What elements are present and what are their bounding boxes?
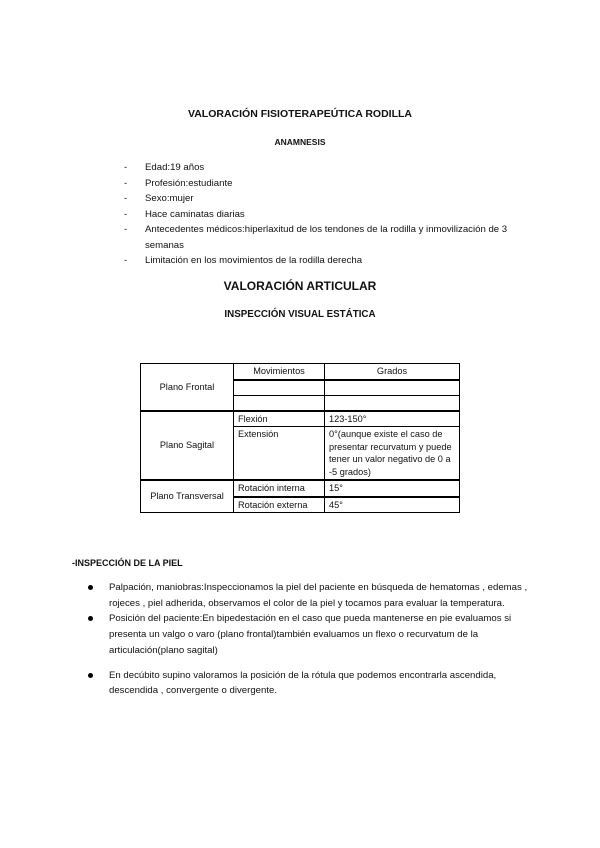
table-header-row bbox=[141, 364, 460, 380]
list-item: - Edad:19 años bbox=[124, 160, 534, 176]
section-anamnesis-heading: ANAMNESIS bbox=[274, 137, 326, 147]
dash-marker: - bbox=[124, 162, 128, 173]
degrees-cell: 123-150° bbox=[325, 411, 460, 427]
anamnesis-list bbox=[124, 160, 534, 269]
list-item: - Hace caminatas diarias bbox=[124, 207, 534, 223]
list-item: - Limitación en los movimientos de la rodilla derecha bbox=[124, 253, 534, 269]
table-row bbox=[141, 411, 460, 427]
list-item: Palpación, maniobras:Inspeccionamos la piel del paciente en búsqueda de hematomas , edemas , rojeces , piel adherida, observamos el color de la piel y tocamos para evaluar la temperatura. bbox=[88, 580, 528, 611]
list-item: En decúbito supino valoramos la posición de la rótula que podemos encontrarla ascendida, descendida , convergente o divergente. bbox=[88, 668, 528, 699]
section-inspeccion-heading: INSPECCIÓN VISUAL ESTÁTICA bbox=[224, 309, 376, 320]
list-item: - Profesión:estudiante bbox=[124, 176, 534, 192]
dash-marker: - bbox=[124, 193, 128, 204]
piel-bullet-list bbox=[88, 580, 528, 699]
header-grados: Grados bbox=[325, 364, 460, 380]
header-movimientos: Movimientos bbox=[234, 364, 325, 380]
dash-marker: - bbox=[124, 255, 128, 266]
list-item: - Antecedentes médicos:hiperlaxitud de los tendones de la rodilla y inmovilización de 3 semanas bbox=[124, 224, 508, 251]
bullet-icon bbox=[88, 616, 93, 621]
degrees-cell: 0°(aunque existe el caso de presentar recurvatum y puede tener un valor negativo de 0 a -5 grados) bbox=[325, 427, 460, 481]
document-title: VALORACIÓN FISIOTERAPEÚTICA RODILLA bbox=[188, 108, 412, 120]
section-piel-heading: -INSPECCIÓN DE LA PIEL bbox=[72, 558, 183, 568]
table-row bbox=[141, 480, 460, 497]
movement-cell: Rotación interna bbox=[234, 480, 325, 497]
degrees-cell: 45° bbox=[325, 497, 460, 513]
plane-frontal-cell: Plano Frontal bbox=[141, 364, 234, 411]
plane-transversal-cell: Plano Transversal bbox=[141, 480, 234, 513]
movement-cell: Rotación externa bbox=[234, 497, 325, 513]
dash-marker: - bbox=[124, 224, 128, 235]
movement-cell: Flexión bbox=[234, 411, 325, 427]
range-of-motion-table bbox=[140, 363, 460, 513]
plane-sagital-cell: Plano Sagital bbox=[141, 411, 234, 481]
degrees-cell: 15° bbox=[325, 480, 460, 497]
dash-marker: - bbox=[124, 177, 128, 189]
dash-marker: - bbox=[124, 208, 128, 220]
list-item: - Sexo:mujer bbox=[124, 191, 534, 207]
bullet-icon bbox=[88, 585, 93, 590]
bullet-icon bbox=[88, 673, 93, 678]
movement-cell: Extensión bbox=[234, 427, 325, 481]
list-item: Posición del paciente:En bipedestación en el caso que pueda mantenerse en pie evaluamos si presenta un valgo o varo (plano frontal)también evaluamos un flexo o recurvatum de la articulación(plano sagital) bbox=[88, 611, 528, 658]
section-articular-heading: VALORACIÓN ARTICULAR bbox=[223, 279, 377, 293]
